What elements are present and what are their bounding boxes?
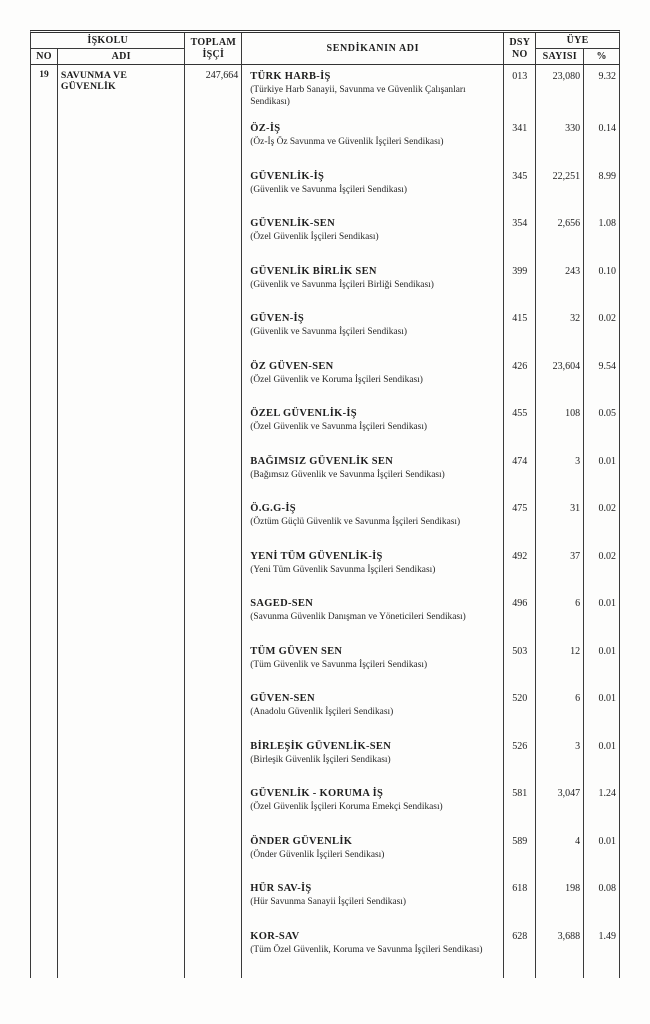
union-number-value: 474	[512, 455, 528, 467]
iskolu-adi: SAVUNMA VE GÜVENLİK	[60, 70, 128, 92]
union-number-value: 3,688	[557, 930, 581, 942]
union-number-cell-pct	[584, 312, 616, 360]
union-number-cell-dsy	[504, 312, 535, 360]
union-entry-name	[242, 265, 503, 313]
header-iskolu: İŞKOLU	[31, 33, 184, 49]
column-sendika	[242, 65, 504, 978]
union-number-value: 0.01	[598, 645, 616, 657]
union-entry-name	[242, 930, 503, 978]
union-number-value: 354	[512, 218, 528, 229]
column-dsy-no	[504, 65, 536, 978]
union-description: (Güvenlik ve Savunma İşçileri Sendikası)	[250, 184, 408, 195]
union-entry-name	[242, 217, 503, 265]
union-description: (Güvenlik ve Savunma İşçileri Sendikası)	[250, 327, 408, 337]
union-number-value: 330	[565, 123, 581, 134]
union-number-value: 0.10	[598, 265, 616, 277]
union-number-value: 345	[512, 170, 528, 182]
union-number-cell-sayisi	[536, 692, 580, 740]
union-name: GÜVENLİK-SEN	[250, 218, 335, 229]
union-number-cell-dsy	[504, 740, 535, 788]
union-number-value: 23,604	[552, 360, 581, 372]
union-number-value: 12	[570, 645, 581, 657]
union-number-cell-dsy	[504, 122, 535, 170]
union-number-cell-dsy	[504, 455, 535, 503]
union-entry-name	[242, 692, 503, 740]
union-description: (Öz-İş Öz Savunma ve Güvenlik İşçileri Sendikası)	[250, 137, 444, 147]
header-sayisi: SAYISI	[536, 49, 584, 64]
union-number-value: 492	[512, 550, 528, 562]
union-number-cell-pct	[584, 217, 616, 265]
union-number-cell-sayisi	[536, 645, 580, 693]
union-number-cell-pct	[584, 645, 616, 693]
union-number-cell-dsy	[504, 502, 535, 550]
union-number-value: 3	[575, 740, 581, 752]
union-number-value: 3	[575, 455, 581, 467]
union-description: (Özel Güvenlik ve Koruma İşçileri Sendikası)	[250, 374, 423, 385]
union-number-cell-dsy	[504, 70, 535, 122]
union-number-cell-dsy	[504, 170, 535, 218]
union-description: (Önder Güvenlik İşçileri Sendikası)	[250, 849, 385, 860]
union-number-value: 9.54	[598, 360, 616, 372]
union-number-value: 415	[512, 313, 528, 324]
union-number-value: 0.01	[598, 740, 616, 752]
union-number-cell-pct	[584, 882, 616, 930]
union-description: (Güvenlik ve Savunma İşçileri Birliği Sendikası)	[250, 279, 434, 290]
header-adi: ADI	[111, 51, 131, 62]
union-number-cell-sayisi	[536, 930, 580, 978]
union-number-cell-dsy	[504, 835, 535, 883]
header-iskolu-group	[31, 33, 185, 64]
union-number-cell-pct	[584, 692, 616, 740]
union-name: ÖNDER GÜVENLİK	[250, 835, 353, 847]
union-number-cell-dsy	[504, 692, 535, 740]
union-number-value: 0.08	[598, 883, 616, 894]
union-description: (Özel Güvenlik ve Savunma İşçileri Sendikası)	[250, 422, 428, 432]
unions-table	[30, 30, 620, 978]
union-description: (Özel Güvenlik İşçileri Sendikası)	[250, 232, 379, 242]
union-number-value: 0.05	[598, 408, 616, 419]
iskolu-no-cell	[31, 65, 58, 978]
union-number-value: 1.08	[598, 218, 616, 229]
union-entry-name	[242, 122, 503, 170]
union-number-cell-sayisi	[536, 122, 580, 170]
union-name: HÜR SAV-İŞ	[250, 883, 312, 894]
union-name: GÜVENLİK-İŞ	[250, 170, 325, 182]
union-name: YENİ TÜM GÜVENLİK-İŞ	[250, 550, 383, 562]
union-entry-name	[242, 360, 503, 408]
union-entry-name	[242, 740, 503, 788]
union-number-value: 0.01	[598, 598, 616, 609]
union-entry-name	[242, 645, 503, 693]
union-name: SAGED-SEN	[250, 598, 314, 609]
union-number-value: 8.99	[598, 170, 616, 182]
union-number-cell-pct	[584, 407, 616, 455]
union-number-value: 1.24	[598, 788, 616, 799]
union-number-value: 399	[512, 265, 528, 277]
union-number-cell-dsy	[504, 787, 535, 835]
union-description: (Birleşik Güvenlik İşçileri Sendikası)	[250, 754, 391, 765]
union-number-value: 589	[512, 835, 528, 847]
union-number-value: 618	[512, 883, 528, 894]
union-entry-name	[242, 502, 503, 550]
iskolu-adi-cell	[58, 65, 186, 978]
union-number-value: 23,080	[552, 71, 581, 82]
union-number-cell-sayisi	[536, 217, 580, 265]
union-number-value: 2,656	[557, 218, 581, 229]
union-number-cell-sayisi	[536, 407, 580, 455]
union-number-cell-pct	[584, 70, 616, 122]
union-number-cell-sayisi	[536, 265, 580, 313]
union-number-cell-sayisi	[536, 312, 580, 360]
union-name: ÖZ GÜVEN-SEN	[250, 360, 334, 372]
union-number-cell-pct	[584, 455, 616, 503]
union-entry-name	[242, 407, 503, 455]
union-number-cell-dsy	[504, 930, 535, 978]
header-uye-group	[536, 33, 619, 64]
union-name: GÜVENLİK BİRLİK SEN	[250, 265, 377, 277]
union-description: (Yeni Tüm Güvenlik Savunma İşçileri Sendikası)	[250, 564, 436, 575]
union-number-value: 581	[512, 788, 528, 799]
union-number-value: 0.01	[598, 835, 616, 847]
union-entry-name	[242, 312, 503, 360]
union-number-value: 108	[565, 408, 581, 419]
union-description: (Savunma Güvenlik Danışman ve Yöneticileri Sendikası)	[250, 612, 466, 622]
union-name: BAĞIMSIZ GÜVENLİK SEN	[250, 455, 394, 467]
union-description: (Anadolu Güvenlik İşçileri Sendikası)	[250, 707, 394, 717]
union-number-value: 22,251	[552, 170, 581, 182]
union-number-value: 4	[575, 835, 581, 847]
union-number-cell-pct	[584, 787, 616, 835]
union-entry-name	[242, 170, 503, 218]
union-number-value: 6	[575, 598, 581, 609]
union-number-cell-dsy	[504, 597, 535, 645]
header-dsy-line1: DSY	[509, 36, 531, 48]
union-name: TÜM GÜVEN SEN	[250, 645, 343, 657]
union-number-value: 0.01	[598, 693, 616, 704]
union-number-cell-sayisi	[536, 170, 580, 218]
union-number-value: 526	[512, 740, 528, 752]
union-entry-name	[242, 597, 503, 645]
union-entry-name	[242, 787, 503, 835]
union-number-value: 520	[512, 693, 528, 704]
union-number-value: 0.14	[598, 123, 616, 134]
union-number-value: 31	[570, 503, 581, 514]
union-number-value: 1.49	[598, 930, 616, 942]
union-description: (Tüm Güvenlik ve Savunma İşçileri Sendikası)	[250, 659, 428, 670]
union-number-cell-sayisi	[536, 835, 580, 883]
union-number-cell-dsy	[504, 407, 535, 455]
header-dsy-line2: NO	[512, 48, 528, 60]
union-number-value: 0.02	[598, 313, 616, 324]
union-number-cell-dsy	[504, 882, 535, 930]
iskolu-toplam-isci: 247,664	[205, 70, 239, 81]
union-number-value: 455	[512, 408, 528, 419]
union-number-value: 6	[575, 693, 581, 704]
union-number-value: 475	[512, 503, 528, 514]
union-name: GÜVENLİK - KORUMA İŞ	[250, 788, 384, 799]
header-uye: ÜYE	[536, 33, 619, 49]
union-number-cell-pct	[584, 170, 616, 218]
union-number-value: 341	[512, 123, 528, 134]
union-entry-name	[242, 835, 503, 883]
union-number-value: 628	[512, 930, 528, 942]
iskolu-toplam-cell	[185, 65, 242, 978]
union-number-cell-sayisi	[536, 502, 580, 550]
union-number-value: 503	[512, 645, 528, 657]
union-name: GÜVEN-SEN	[250, 693, 315, 704]
header-toplam-line1: TOPLAM	[190, 36, 237, 48]
union-entry-name	[242, 70, 503, 122]
union-number-cell-pct	[584, 597, 616, 645]
union-number-cell-sayisi	[536, 550, 580, 598]
union-name: TÜRK HARB-İŞ	[250, 71, 331, 82]
union-number-value: 37	[570, 550, 581, 562]
union-number-value: 013	[512, 71, 528, 82]
header-percent: %	[596, 51, 607, 62]
union-number-value: 3,047	[557, 788, 581, 799]
union-number-value: 32	[570, 313, 581, 324]
iskolu-no: 19	[39, 70, 49, 80]
union-description: (Özel Güvenlik İşçileri Koruma Emekçi Sendikası)	[250, 802, 443, 812]
union-number-value: 243	[565, 265, 581, 277]
union-number-cell-pct	[584, 502, 616, 550]
union-name: ÖZ-İŞ	[250, 123, 281, 134]
union-number-value: 0.01	[598, 455, 616, 467]
union-name: KOR-SAV	[250, 930, 300, 942]
union-number-cell-pct	[584, 265, 616, 313]
union-entry-name	[242, 882, 503, 930]
union-number-value: 496	[512, 598, 528, 609]
union-description: (Hür Savunma Sanayii İşçileri Sendikası)	[250, 897, 406, 907]
union-name: BİRLEŞİK GÜVENLİK-SEN	[250, 740, 392, 752]
union-number-cell-sayisi	[536, 882, 580, 930]
union-number-cell-pct	[584, 740, 616, 788]
table-header	[31, 33, 619, 65]
union-number-value: 0.02	[598, 550, 616, 562]
union-number-cell-dsy	[504, 265, 535, 313]
union-description: (Türkiye Harb Sanayii, Savunma ve Güvenlik Çalışanları Sendikası)	[250, 85, 466, 107]
union-name: GÜVEN-İŞ	[250, 313, 305, 324]
union-number-cell-dsy	[504, 360, 535, 408]
union-number-cell-sayisi	[536, 740, 580, 788]
header-sendikanin-adi: SENDİKANIN ADI	[242, 33, 504, 64]
union-number-cell-pct	[584, 930, 616, 978]
union-description: (Öztüm Güçlü Güvenlik ve Savunma İşçileri Sendikası)	[250, 517, 461, 527]
union-number-cell-dsy	[504, 217, 535, 265]
union-number-cell-sayisi	[536, 787, 580, 835]
union-entry-name	[242, 455, 503, 503]
header-no: NO	[31, 49, 58, 64]
union-number-value: 426	[512, 360, 528, 372]
union-number-value: 198	[565, 883, 581, 894]
union-number-cell-pct	[584, 360, 616, 408]
union-number-cell-dsy	[504, 645, 535, 693]
union-number-value: 9.32	[598, 71, 616, 82]
union-description: (Tüm Özel Güvenlik, Koruma ve Savunma İşçileri Sendikası)	[250, 944, 483, 955]
union-number-value: 0.02	[598, 503, 616, 514]
header-dsy-no	[504, 33, 536, 64]
header-toplam-line2: İŞÇİ	[202, 48, 225, 60]
table-body	[31, 65, 619, 978]
union-number-cell-pct	[584, 550, 616, 598]
union-number-cell-sayisi	[536, 70, 580, 122]
union-number-cell-sayisi	[536, 360, 580, 408]
union-description: (Bağımsız Güvenlik ve Savunma İşçileri Sendikası)	[250, 469, 445, 480]
union-name: Ö.G.G-İŞ	[250, 503, 296, 514]
union-number-cell-pct	[584, 835, 616, 883]
union-entry-name	[242, 550, 503, 598]
union-number-cell-pct	[584, 122, 616, 170]
union-number-cell-dsy	[504, 550, 535, 598]
header-toplam-isci	[185, 33, 242, 64]
column-percent	[584, 65, 619, 978]
union-number-cell-sayisi	[536, 455, 580, 503]
union-name: ÖZEL GÜVENLİK-İŞ	[250, 408, 357, 419]
union-number-cell-sayisi	[536, 597, 580, 645]
column-sayisi	[536, 65, 584, 978]
